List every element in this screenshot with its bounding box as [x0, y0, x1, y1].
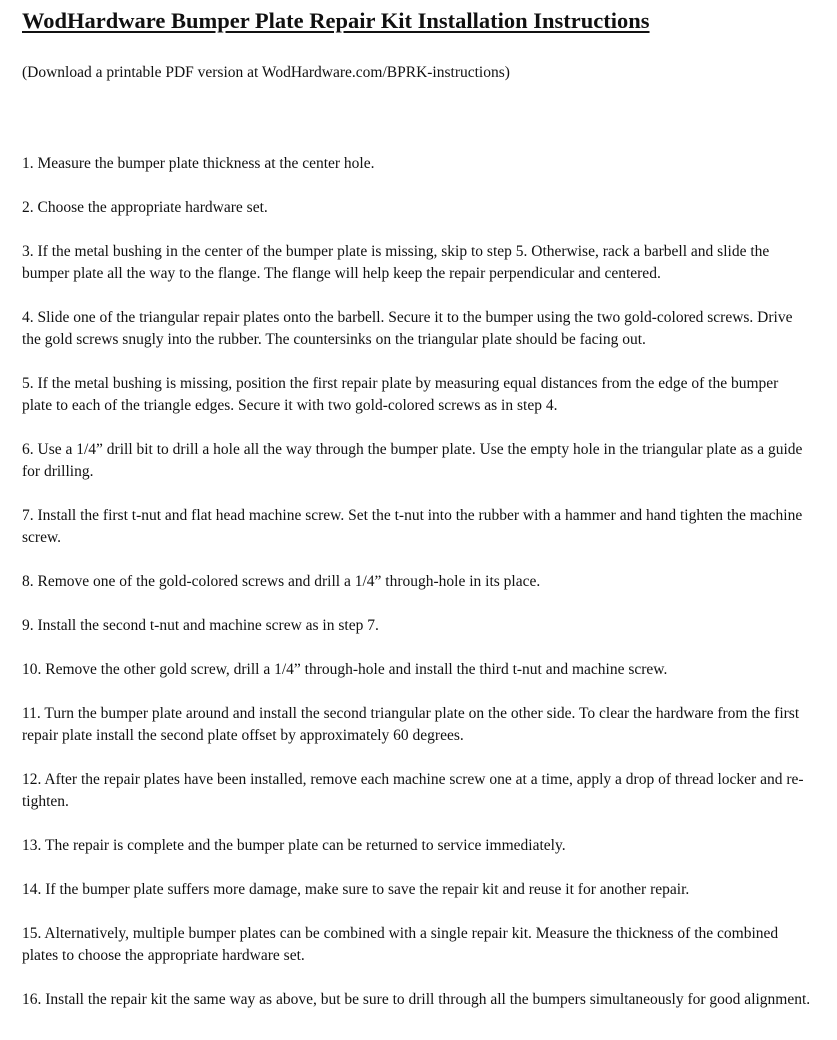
pdf-download-note: (Download a printable PDF version at WodHardware.com/BPRK-instructions): [22, 64, 510, 81]
step-3: 3. If the metal bushing in the center of the bumper plate is missing, skip to step 5. Otherwise, rack a barbell and slide the bumper plate all the way to the flange. The flange will help keep the repair perpendicular and centered.: [22, 243, 770, 282]
page-title: WodHardware Bumper Plate Repair Kit Installation Instructions: [22, 8, 650, 33]
step-9: 9. Install the second t-nut and machine screw as in step 7.: [22, 617, 379, 634]
step-13: 13. The repair is complete and the bumper plate can be returned to service immediately.: [22, 837, 566, 854]
steps-list: [22, 153, 812, 1033]
step-11: 11. Turn the bumper plate around and install the second triangular plate on the other side. To clear the hardware from the first repair plate install the second plate offset by approximately 60 degrees.: [22, 705, 800, 744]
step-14: 14. If the bumper plate suffers more damage, make sure to save the repair kit and reuse it for another repair.: [22, 881, 690, 898]
step-15: 15. Alternatively, multiple bumper plates can be combined with a single repair kit. Measure the thickness of the combined plates to choose the appropriate hardware set.: [22, 925, 779, 964]
step-12: 12. After the repair plates have been installed, remove each machine screw one at a time, apply a drop of thread locker and re-tighten.: [22, 771, 804, 810]
step-10: 10. Remove the other gold screw, drill a 1/4” through-hole and install the third t-nut and machine screw.: [22, 661, 668, 678]
step-5: 5. If the metal bushing is missing, position the first repair plate by measuring equal distances from the edge of the bumper plate to each of the triangle edges. Secure it with two gold-colored screws as in step 4.: [22, 375, 779, 414]
step-2: 2. Choose the appropriate hardware set.: [22, 199, 268, 216]
step-16: 16. Install the repair kit the same way as above, but be sure to drill through all the bumpers simultaneously for good alignment.: [22, 991, 811, 1008]
step-6: 6. Use a 1/4” drill bit to drill a hole all the way through the bumper plate. Use the empty hole in the triangular plate as a guide for drilling.: [22, 441, 803, 480]
step-4: 4. Slide one of the triangular repair plates onto the barbell. Secure it to the bumper using the two gold-colored screws. Drive the gold screws snugly into the rubber. The countersinks on the triangular plate should be facing out.: [22, 309, 793, 348]
step-7: 7. Install the first t-nut and flat head machine screw. Set the t-nut into the rubber with a hammer and hand tighten the machine screw.: [22, 507, 803, 546]
step-1: 1. Measure the bumper plate thickness at the center hole.: [22, 155, 375, 172]
step-8: 8. Remove one of the gold-colored screws and drill a 1/4” through-hole in its place.: [22, 573, 541, 590]
